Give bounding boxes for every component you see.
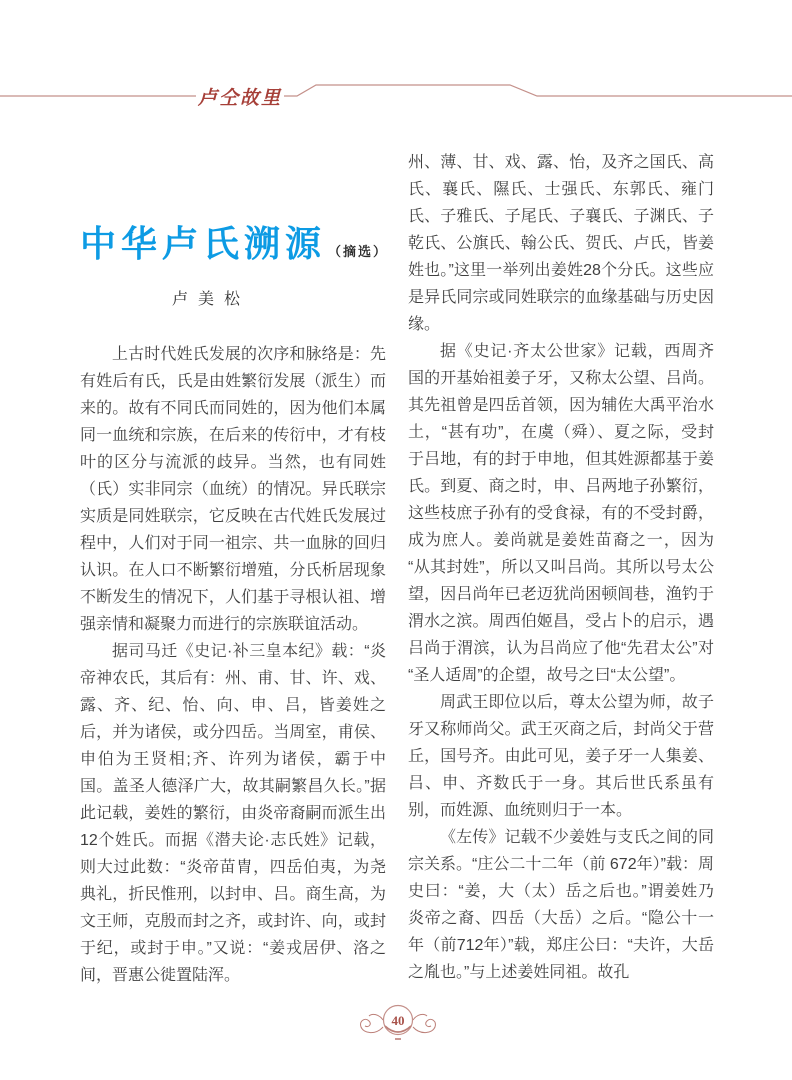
flourish-right bbox=[413, 1014, 435, 1032]
paragraph: 据司马迁《史记·补三皇本纪》载：“炎帝神农氏，其后有：州、甫、甘、许、戏、露、齐、纪、怡、向、申、吕，皆姜姓之后，并为诸侯，或分四岳。当周室，甫侯、申伯为王贤相;齐、许列为诸侯，霸于中国。盖圣人德泽广大，故其嗣繁昌久长。”据此记载，姜姓的繁衍，由炎帝裔嗣而派生出12个姓氏。而据《潜夫论·志氏姓》记载，则大过此数：“炎帝苗胄，四岳伯夷，为尧典礼，折民惟刑，以封申、吕。商生高，为文王师，克殷而封之齐，或封许、向，或封于纪，或封于申。”又说：“姜戎居伊、洛之间，晋惠公徙置陆浑。 bbox=[80, 643, 386, 984]
paragraph: 州、薄、甘、戏、露、怡，及齐之国氏、高氏、襄氏、隰氏、士强氏、东郭氏、雍门氏、子雅氏、子尾氏、子襄氏、子渊氏、子乾氏、公旗氏、翰公氏、贺氏、卢氏，皆姜姓也。”这里一举列出姜姓28个分氏。这些应是异氏同宗或同姓联宗的血缘基础与历史因缘。 bbox=[408, 154, 714, 333]
paragraph: 上古时代姓氏发展的次序和脉络是：先有姓后有氏，氏是由姓繁衍发展（派生）而来的。故有不同氏而同姓的，因为他们本属同一血统和宗族，在后来的传衍中，才有枝叶的区分与流派的歧异。当然，也有同姓（氏）实非同宗（血统）的情况。异氏联宗实质是同姓联宗，它反映在古代姓氏发展过程中，人们对于同一祖宗、共一血脉的回归认识。在人口不断繁衍增殖，分氏析居现象不断发生的情况下，人们基于寻根认祖、增强亲情和凝聚力而进行的宗族联谊活动。 bbox=[80, 346, 386, 633]
paragraph: 据《史记·齐太公世家》记载，西周齐国的开基始祖姜子牙，又称太公望、吕尚。其先祖曾是四岳首领，因为辅佐大禹平治水土，“甚有功”，在虞（舜）、夏之际，受封于吕地，有的封于申地，但其姓源都基于姜氏。到夏、商之时，申、吕两地子孙繁衍，这些枝庶子孙有的受食禄，有的不受封爵，成为庶人。姜尚就是姜姓苗裔之一，因为“从其封姓”，所以又叫吕尚。其所以号太公望，因吕尚年已老迈犹尚困顿闾巷，渔钓于渭水之滨。周西伯姬昌，受占卜的启示，遇吕尚于渭滨，认为吕尚应了他“先君太公”对“圣人适周”的企望，故号之曰“太公望”。 bbox=[408, 343, 714, 684]
paragraph: 周武王即位以后，尊太公望为师，故子牙又称师尚父。武王灭商之后，封尚父于营丘，国号齐。由此可见，姜子牙一人集姜、吕、申、齐数氏于一身。其后世氏系虽有别，而姓源、血统则归于一本。 bbox=[408, 694, 714, 819]
header-decorative-rule bbox=[0, 75, 792, 105]
article-title: 中华卢氏溯源 bbox=[80, 223, 327, 264]
article-author: 卢美松 bbox=[171, 291, 250, 308]
article-title-note: （摘选） bbox=[328, 244, 389, 259]
page-number: 40 bbox=[391, 1013, 405, 1028]
article-heading bbox=[80, 223, 389, 264]
left-column bbox=[80, 341, 386, 989]
flourish-left bbox=[361, 1014, 383, 1032]
right-column bbox=[408, 149, 714, 986]
section-title: 卢仝故里 bbox=[197, 88, 282, 109]
paragraph: 《左传》记载不少姜姓与支氏之间的同宗关系。“庄公二十二年（前 672年）”载：周史曰：“姜，大（太）岳之后也。”谓姜姓乃炎帝之裔、四岳（大岳）之后。“隐公十一年（前712年）”载，郑庄公曰：“夫许，大岳之胤也。”与上述姜姓同祖。故孔 bbox=[408, 829, 714, 981]
page-number-ornament bbox=[352, 1000, 444, 1048]
